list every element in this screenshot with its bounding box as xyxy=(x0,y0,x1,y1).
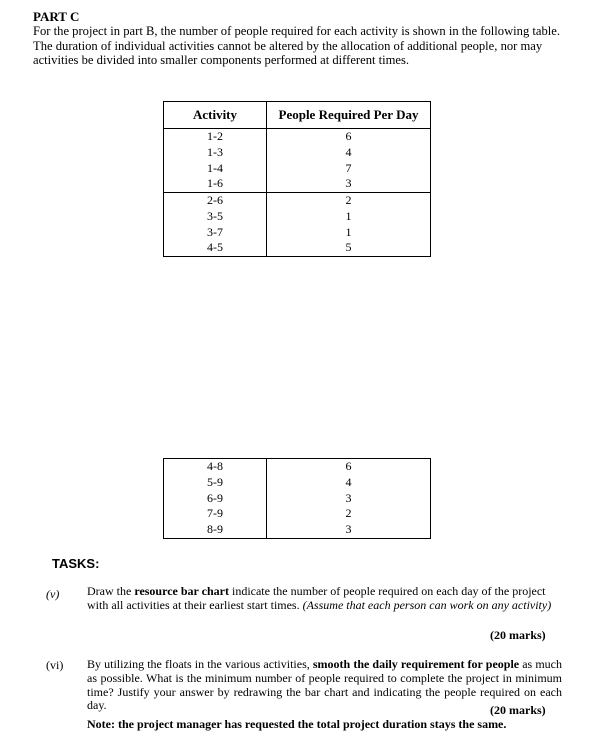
people-cell: 6 xyxy=(345,129,352,144)
task-vi-number: (vi) xyxy=(46,658,64,672)
header-people-required: People Required Per Day xyxy=(267,102,431,129)
header-activity: Activity xyxy=(164,102,267,129)
people-cell: 5 xyxy=(345,240,352,255)
task-vi-marks: (20 marks) xyxy=(490,703,546,717)
people-cell: 1 xyxy=(345,224,352,239)
table-row-group-3 xyxy=(164,459,431,539)
people-cell: 4 xyxy=(345,474,352,489)
activity-cell: 3-7 xyxy=(207,224,223,239)
task-v-text xyxy=(87,585,562,613)
activity-cell: 3-5 xyxy=(207,208,223,223)
people-cell: 4 xyxy=(345,144,352,159)
people-group-1 xyxy=(267,129,430,192)
activity-cell: 7-9 xyxy=(207,506,223,521)
people-cell: 3 xyxy=(345,176,352,191)
people-required-table xyxy=(163,101,431,257)
people-cell: 2 xyxy=(345,193,352,208)
people-cell: 6 xyxy=(345,459,352,474)
task-v-number: (v) xyxy=(46,587,60,601)
activity-cell: 5-9 xyxy=(207,474,223,489)
activity-group-3 xyxy=(164,459,266,537)
task-vi-text-a: By utilizing the floats in the various activities, xyxy=(87,657,313,671)
task-v-text-bold: resource bar chart xyxy=(134,584,229,598)
activity-cell: 2-6 xyxy=(207,193,223,208)
task-v-assumption: (Assume that each person can work on any activity) xyxy=(302,597,552,612)
people-cell: 3 xyxy=(345,490,352,505)
activity-cell: 1-4 xyxy=(207,160,223,175)
people-group-3 xyxy=(267,459,430,537)
task-v-text-c: indicate the number of people required on each day of the project with all activities at their earliest start times. xyxy=(87,584,546,612)
task-v-marks: (20 marks) xyxy=(490,628,546,642)
people-cell: 2 xyxy=(345,506,352,521)
task-vi-text-bold: smooth the daily requirement for people xyxy=(312,657,520,671)
people-cell: 3 xyxy=(345,522,352,537)
task-vi-text-c: as much as possible. What is the minimum number of people required to complete the project in minimum time? Justify your answer by redrawing the bar chart and indicating the people required on each day. xyxy=(87,657,562,713)
activity-cell: 4-5 xyxy=(207,240,223,255)
table-row-group-2 xyxy=(164,193,431,257)
table-header-row xyxy=(164,102,431,129)
activity-cell: 1-3 xyxy=(207,144,223,159)
people-required-table-continued xyxy=(163,458,431,539)
intro-paragraph: For the project in part B, the number of people required for each activity is shown in the following table. The duration of individual activities cannot be altered by the allocation of additional people, nor may activities be divided into smaller components performed at different times. xyxy=(33,24,561,67)
activity-cell: 1-6 xyxy=(207,176,223,191)
people-cell: 7 xyxy=(345,160,352,175)
people-cell: 1 xyxy=(345,208,352,223)
activity-cell: 8-9 xyxy=(207,522,223,537)
people-group-2 xyxy=(267,193,430,256)
part-heading: PART C xyxy=(33,9,80,24)
activity-cell: 4-8 xyxy=(207,459,223,474)
task-vi-note: Note: the project manager has requested the total project duration stays the same. xyxy=(87,717,507,731)
tasks-heading: TASKS: xyxy=(52,556,100,571)
activity-cell: 6-9 xyxy=(207,490,223,505)
activity-group-1 xyxy=(164,129,266,192)
activity-cell: 1-2 xyxy=(207,129,223,144)
table-row-group-1 xyxy=(164,129,431,193)
task-v-text-a: Draw the xyxy=(87,584,135,598)
activity-group-2 xyxy=(164,193,266,256)
